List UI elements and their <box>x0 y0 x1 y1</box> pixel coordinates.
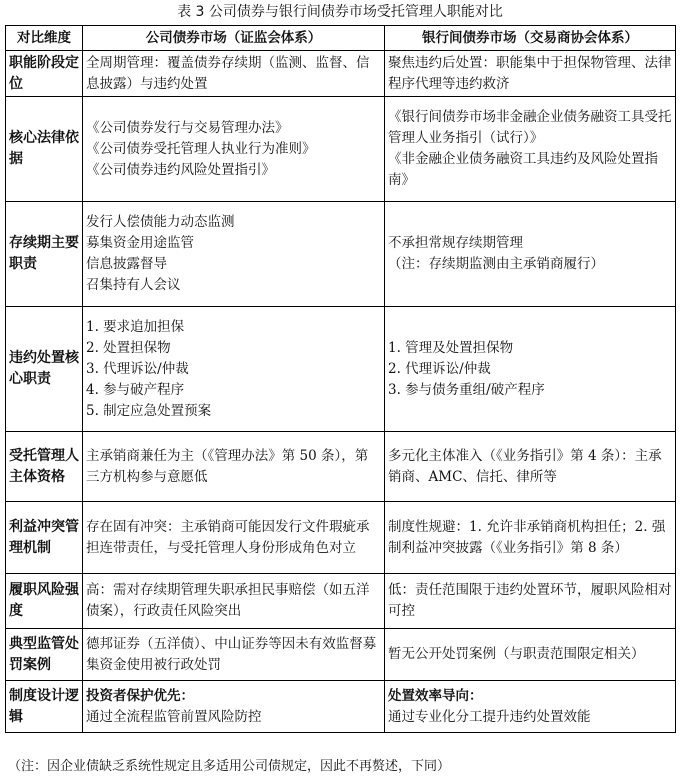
cell-line: 1. 管理及处置担保物 <box>388 339 514 356</box>
row-label: 制度设计逻辑 <box>6 681 83 733</box>
cell-corporate <box>83 202 385 307</box>
header-interbank-bond-market: 银行间债券市场（交易商协会体系） <box>385 26 676 51</box>
row-label: 违约处置核心职责 <box>6 307 83 432</box>
cell-corporate <box>83 307 385 432</box>
table-row <box>6 51 676 97</box>
cell-line: 1. 要求追加担保 <box>86 318 185 335</box>
cell-line: 通过专业化分工提升违约处置效能 <box>388 708 591 725</box>
cell-line: 《公司债券受托管理人执业行为准则》 <box>86 140 316 157</box>
cell-line: 《公司债券发行与交易管理办法》 <box>86 119 289 136</box>
row-label: 受托管理人主体资格 <box>6 432 83 502</box>
cell-interbank <box>385 307 676 432</box>
table-row <box>6 307 676 432</box>
cell-interbank: 聚焦违约后处置：职能集中于担保物管理、法律程序代理等违约救济 <box>385 51 676 97</box>
cell-line: 《非金融企业债务融资工具违约及风险处置指南》 <box>388 151 658 188</box>
cell-interbank <box>385 681 676 733</box>
row-label: 典型监管处罚案例 <box>6 629 83 681</box>
cell-interbank <box>385 97 676 202</box>
cell-corporate <box>83 681 385 733</box>
row-label: 存续期主要职责 <box>6 202 83 307</box>
table-row <box>6 681 676 733</box>
cell-line: 《银行间债券市场非金融企业债务融资工具受托管理人业务指引（试行）》 <box>388 109 672 146</box>
table-row <box>6 502 676 574</box>
cell-interbank: 暂无公开处罚案例（与职责范围限定相关） <box>385 629 676 681</box>
header-corporate-bond-market: 公司债券市场（证监会体系） <box>83 26 385 51</box>
table-footnote: （注：因企业债缺乏系统性规定且多适用公司债规定，因此不再赘述，下同） <box>8 759 451 774</box>
row-label: 利益冲突管理机制 <box>6 502 83 574</box>
cell-interbank: 制度性规避：1. 允许非承销商机构担任；2. 强制利益冲突披露（《业务指引》第 8 条） <box>385 502 676 574</box>
cell-line: 募集资金用途监管 <box>86 235 194 251</box>
cell-line: 召集持有人会议 <box>86 277 181 293</box>
cell-line: 3. 代理诉讼/仲裁 <box>86 360 189 377</box>
cell-corporate: 德邦证券（五洋债）、中山证券等因未有效监督募集资金使用被行政处罚 <box>83 629 385 681</box>
header-row <box>6 26 676 51</box>
cell-line: 发行人偿债能力动态监测 <box>86 214 235 230</box>
cell-corporate: 存在固有冲突：主承销商可能因发行文件瑕疵承担连带责任，与受托管理人身份形成角色对立 <box>83 502 385 574</box>
table-row <box>6 97 676 202</box>
row-label: 职能阶段定位 <box>6 51 83 97</box>
cell-line: 5. 制定应急处置预案 <box>86 402 212 419</box>
comparison-table <box>5 25 676 733</box>
cell-line: 4. 参与破产程序 <box>86 381 185 398</box>
cell-line: 信息披露督导 <box>86 256 167 272</box>
cell-interbank: 低：责任范围限于违约处置环节，履职风险相对可控 <box>385 574 676 629</box>
cell-line: 《公司债券违约风险处置指引》 <box>86 161 275 178</box>
cell-corporate: 主承销商兼任为主（《管理办法》第 50 条），第三方机构参与意愿低 <box>83 432 385 502</box>
cell-line: （注：存续期监测由主承销商履行） <box>388 256 604 272</box>
cell-line: 通过全流程监管前置风险防控 <box>86 708 262 725</box>
table-row <box>6 432 676 502</box>
cell-interbank: 多元化主体准入（《业务指引》第 4 条）：主承销商、AMC、信托、律所等 <box>385 432 676 502</box>
cell-line: 不承担常规存续期管理 <box>388 235 523 251</box>
row-label: 履职风险强度 <box>6 574 83 629</box>
cell-corporate: 全周期管理：覆盖债券存续期（监测、监督、信息披露）与违约处置 <box>83 51 385 97</box>
cell-emphasis: 处置效率导向： <box>388 687 483 704</box>
cell-interbank <box>385 202 676 307</box>
header-dimension: 对比维度 <box>6 26 83 51</box>
cell-emphasis: 投资者保护优先： <box>86 687 194 704</box>
cell-line: 3. 参与债务重组/破产程序 <box>388 381 545 398</box>
table-row <box>6 202 676 307</box>
cell-line: 2. 代理诉讼/仲裁 <box>388 360 491 377</box>
table-caption: 表 3 公司债券与银行间债券市场受托管理人职能对比 <box>177 4 503 20</box>
cell-line: 2. 处置担保物 <box>86 339 171 356</box>
row-label: 核心法律依据 <box>6 97 83 202</box>
table-row <box>6 629 676 681</box>
cell-corporate: 高：需对存续期管理失职承担民事赔偿（如五洋债案），行政责任风险突出 <box>83 574 385 629</box>
cell-corporate <box>83 97 385 202</box>
table-row <box>6 574 676 629</box>
